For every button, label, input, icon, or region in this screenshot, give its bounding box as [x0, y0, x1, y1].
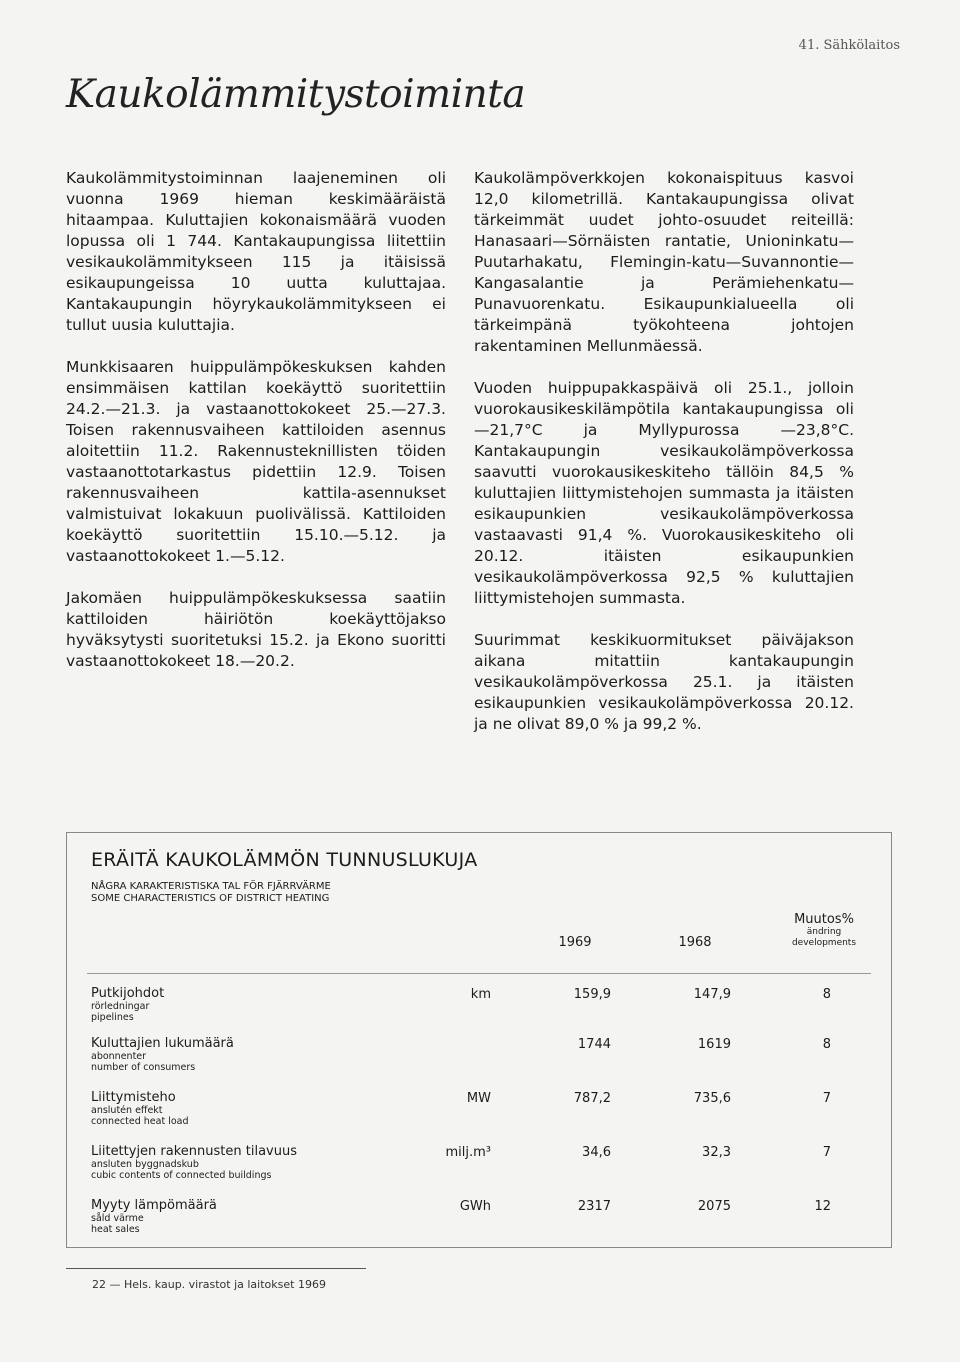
row-label-fi: Myyty lämpömäärä [91, 1198, 217, 1213]
footer-divider [66, 1268, 366, 1269]
table-subtitle [91, 881, 331, 905]
statistics-table [66, 832, 892, 1248]
value-change: 7 [822, 1091, 831, 1106]
row-label-fi: Putkijohdot [91, 986, 165, 1001]
row-label [91, 1199, 217, 1235]
value-1968: 2075 [697, 1199, 731, 1214]
table-row [91, 1037, 871, 1089]
table-subtitle-sv: NÅGRA KARAKTERISTISKA TAL FÖR FJÄRRVÄRME [91, 881, 331, 892]
row-label-sv: ansluten byggnadskub [91, 1159, 199, 1170]
row-unit: GWh [459, 1199, 491, 1214]
value-1968: 735,6 [693, 1091, 731, 1106]
value-1969: 1744 [577, 1037, 611, 1052]
row-label-fi: Kuluttajien lukumäärä [91, 1036, 234, 1051]
change-label-fi: Muutos% [794, 912, 854, 927]
value-change: 8 [822, 1037, 831, 1052]
row-label-sv: såld värme [91, 1213, 144, 1224]
page-title: Kaukolämmitystoiminta [66, 72, 526, 117]
value-1969: 787,2 [573, 1091, 611, 1106]
right-column [474, 168, 854, 756]
value-1969: 34,6 [582, 1145, 611, 1160]
row-label-fi: Liitettyjen rakennusten tilavuus [91, 1144, 297, 1159]
change-label-sv: ändring [806, 927, 842, 937]
paragraph: Jakomäen huippulämpökeskuksessa saatiin kattiloiden häiriötön koekäyttöjakso hyväksytysti suoritetuksi 15.2. ja Ekono suoritti vastaanottokokeet 18.—20.2. [66, 589, 446, 670]
change-label-en: developments [791, 938, 857, 948]
row-label [91, 1145, 297, 1181]
value-1969: 159,9 [573, 987, 611, 1002]
value-change: 8 [822, 987, 831, 1002]
row-label-en: heat sales [91, 1224, 140, 1235]
row-label-sv: abonnenter [91, 1051, 147, 1062]
left-column [66, 168, 446, 693]
value-1968: 1619 [697, 1037, 731, 1052]
value-1968: 147,9 [693, 987, 731, 1002]
row-label-en: number of consumers [91, 1062, 196, 1073]
paragraph: Vuoden huippupakkaspäivä oli 25.1., jolloin vuorokausikeskilämpötila kantakaupungissa oli —21,7°C ja Myllypurossa —23,8°C. Kantakaupungin vesikaukolämpöverkossa saavutti vuorokausikeskiteho tällöin 84,5 % kuluttajien liittymistehojen summasta ja itäisten esikaupunkien vesikaukolämpöverkossa vastaavasti 91,4 %. Vuorokausikeskiteho oli 20.12. itäisten esikaupunkien vesikaukolämpöverkossa 92,5 % kuluttajien liittymistehojen summasta. [474, 379, 854, 607]
page-footer: 22 — Hels. kaup. virastot ja laitokset 1969 [92, 1278, 326, 1291]
paragraph: Suurimmat keskikuormitukset päiväjakson aikana mitattiin kantakaupungin vesikaukolämpöverkossa 25.1. ja itäisten esikaupunkien vesikaukolämpöverkossa 20.12. ja ne olivat 89,0 % ja 99,2 %. [474, 631, 854, 733]
table-row [91, 1199, 871, 1251]
row-label-sv: rörledningar [91, 1001, 150, 1012]
value-change: 7 [822, 1145, 831, 1160]
row-label-en: cubic contents of connected buildings [91, 1170, 272, 1181]
row-label-en: pipelines [91, 1012, 134, 1023]
table-row [91, 1091, 871, 1143]
paragraph: Kaukolämpöverkkojen kokonaispituus kasvoi 12,0 kilometrillä. Kantakaupungissa olivat tärkeimmät uudet johto-osuudet reiteillä: Hanasaari—Sörnäisten rantatie, Unioninkatu—Puutarhakatu, Flemingin-katu—Suvannontie—Kangasalantie ja Perämiehenkatu—Punavuorenkatu. Esikaupunkialueella oli tärkeimpänä työkohteena johtojen rakentaminen Mellunmäessä. [474, 169, 854, 355]
row-unit: MW [466, 1091, 491, 1106]
table-subtitle-en: SOME CHARACTERISTICS OF DISTRICT HEATING [91, 893, 330, 904]
table-row [91, 987, 871, 1039]
row-label-fi: Liittymisteho [91, 1090, 176, 1105]
table-row [91, 1145, 871, 1197]
row-label [91, 987, 164, 1023]
column-header-change [779, 913, 869, 949]
row-label [91, 1091, 189, 1127]
value-1968: 32,3 [702, 1145, 731, 1160]
paragraph: Munkkisaaren huippulämpökeskuksen kahden ensimmäisen kattilan koekäyttö suoritettiin 24.2.—21.3. ja vastaanottokokeet 25.—27.3. Toisen rakennusvaiheen kattiloiden asennus aloitettiin 11.2. Rakennusteknillisten töiden vastaanottotarkastus pidettiin 12.9. Toisen rakennusvaiheen kattila-asennukset valmistuivat lokakuun puolivälissä. Kattiloiden koekäyttö suoritettiin 15.10.—5.12. ja vastaanottokokeet 1.—5.12. [66, 358, 446, 565]
column-header-1968: 1968 [678, 935, 712, 950]
paragraph: Kaukolämmitystoiminnan laajeneminen oli vuonna 1969 hieman keskimääräistä hitaampaa. Kuluttajien kokonaismäärä vuoden lopussa oli 1 744. Kantakaupungissa liitettiin vesikaukolämmitykseen 115 ja itäisissä esikaupungeissa 10 uutta kuluttajaa. Kantakaupungin höyrykaukolämmitykseen ei tullut uusia kuluttajia. [66, 169, 446, 334]
row-label-en: connected heat load [91, 1116, 189, 1127]
section-header: 41. Sähkölaitos [798, 38, 900, 53]
header-divider [87, 973, 871, 974]
row-label-sv: anslutén effekt [91, 1105, 163, 1116]
value-change: 12 [814, 1199, 831, 1214]
row-unit: milj.m³ [445, 1145, 491, 1160]
row-unit: km [470, 987, 491, 1002]
column-header-1969: 1969 [558, 935, 592, 950]
table-title: ERÄITÄ KAUKOLÄMMÖN TUNNUSLUKUJA [91, 849, 478, 871]
row-label [91, 1037, 234, 1073]
value-1969: 2317 [577, 1199, 611, 1214]
